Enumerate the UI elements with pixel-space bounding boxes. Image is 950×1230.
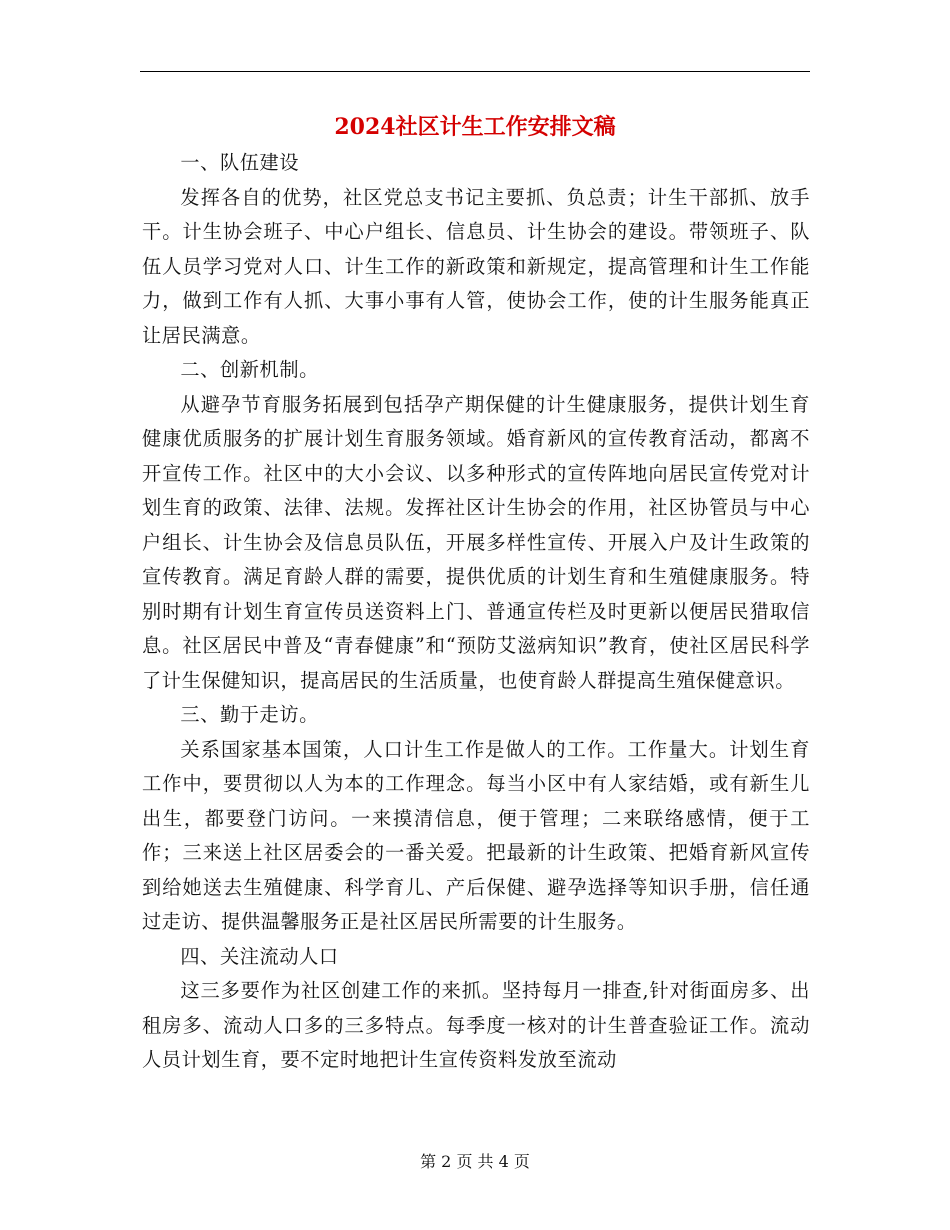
page-number: 第 2 页 共 4 页 xyxy=(420,1152,530,1171)
document-body xyxy=(142,146,810,1078)
section-heading: 四、关注流动人口 xyxy=(180,944,339,968)
document-title: 2024社区计生工作安排文稿 xyxy=(334,114,616,140)
section-heading: 一、队伍建设 xyxy=(180,151,300,174)
section-heading: 三、勤于走访。 xyxy=(180,703,319,726)
body-paragraph: 发挥各自的优势，社区党总支书记主要抓、负总责；计生干部抓、放手干。计生协会班子、中心户组长、信息员、计生协会的建设。带领班子、队伍人员学习党对人口、计生工作的新政策和新规定，提高管理和计生工作能力，做到工作有人抓、大事小事有人管，使协会工作，使的计生服务能真正让居民满意。 xyxy=(142,185,810,347)
body-paragraph: 关系国家基本国策，人口计生工作是做人的工作。工作量大。计划生育工作中，要贯彻以人为本的工作理念。每当小区中有人家结婚，或有新生儿出生，都要登门访问。一来摸清信息，便于管理；二来联络感情，便于工作；三来送上社区居委会的一番关爱。把最新的计生政策、把婚育新风宣传到给她送去生殖健康、科学育儿、产后保健、避孕选择等知识手册，信任通过走访、提供温馨服务正是社区居民所需要的计生服务。 xyxy=(142,737,810,933)
body-paragraph: 从避孕节育服务拓展到包括孕产期保健的计生健康服务，提供计划生育健康优质服务的扩展计划生育服务领域。婚育新风的宣传教育活动，都离不开宣传工作。社区中的大小会议、以多种形式的宣传阵地向居民宣传党对计划生育的政策、法律、法规。发挥社区计生协会的作用，社区协管员与中心户组长、计生协会及信息员队伍，开展多样性宣传、开展入户及计生政策的宣传教育。满足育龄人群的需要，提供优质的计划生育和生殖健康服务。特别时期有计划生育宣传员送资料上门、普通宣传栏及时更新以便居民猎取信息。社区居民中普及“青春健康”和“预防艾滋病知识”教育，使社区居民科学了计生保健知识，提高居民的生活质量，也使育龄人群提高生殖保健意识。 xyxy=(142,392,810,692)
body-paragraph: 这三多要作为社区创建工作的来抓。坚持每月一排查,针对街面房多、出租房多、流动人口多的三多特点。每季度一核对的计生普查验证工作。流动人员计划生育，要不定时地把计生宣传资料发放至流动 xyxy=(142,979,810,1071)
section-heading: 二、创新机制。 xyxy=(180,358,319,381)
header-rule xyxy=(140,71,810,72)
